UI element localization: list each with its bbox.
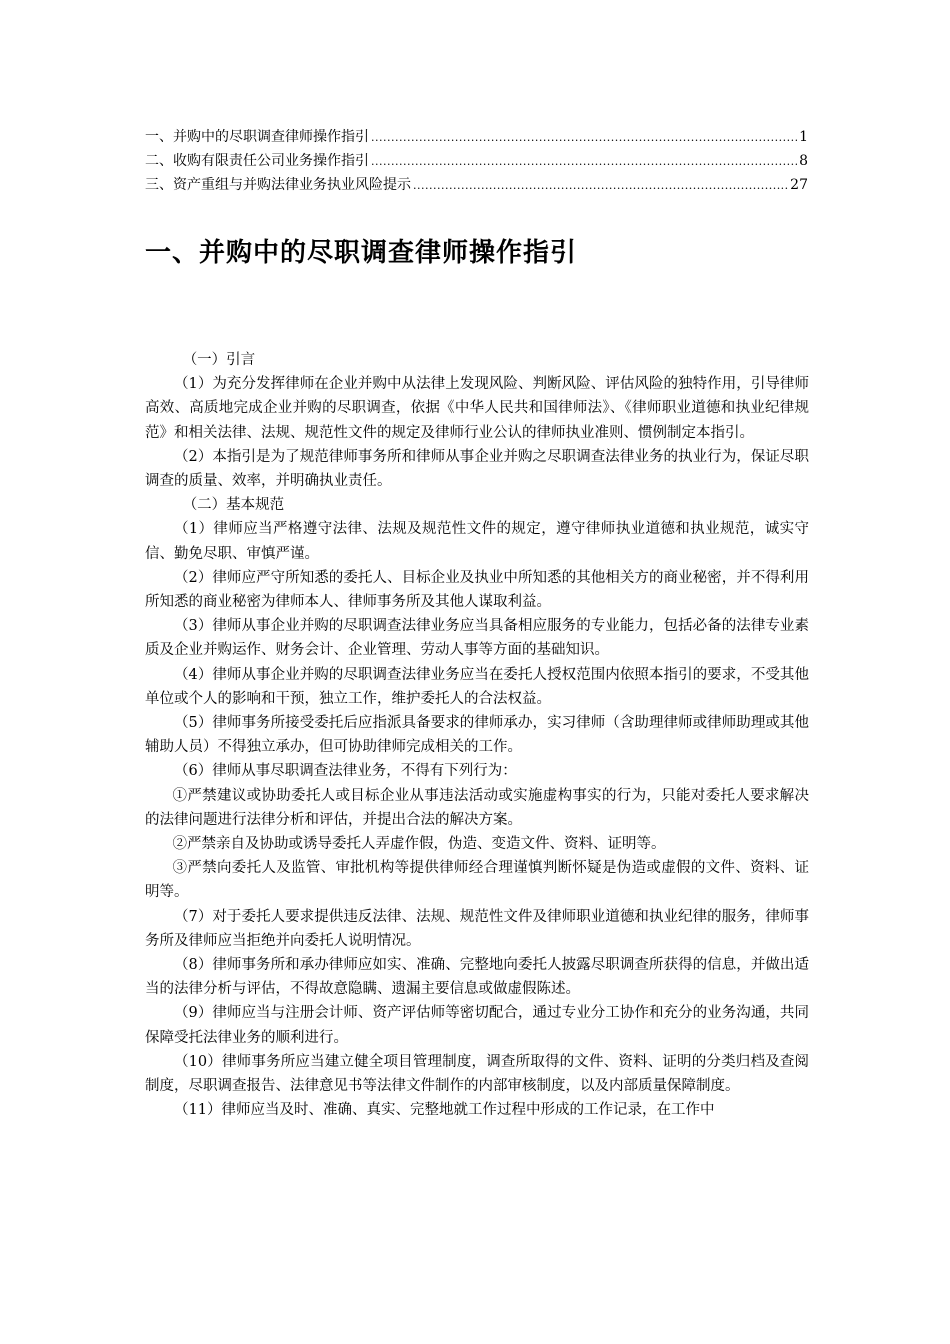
list-item: ③严禁向委托人及监管、审批机构等提供律师经合理谨慎判断怀疑是伪造或虚假的文件、资料、证明等。 [145,860,809,901]
paragraph: （10）律师事务所应当建立健全项目管理制度，调查所取得的文件、资料、证明的分类归档及查阅制度，尽职调查报告、法律意见书等法律文件制作的内部审核制度，以及内部质量保障制度。 [145,1053,809,1095]
toc-entry-page: 27 [790,177,808,193]
list-item: ①严禁建议或协助委托人或目标企业从事违法活动或实施虚构事实的行为，只能对委托人要求解决的法律问题进行法律分析和评估，并提出合法的解决方案。 [145,787,809,828]
toc-entry-title: 一、并购中的尽职调查律师操作指引 [145,129,369,145]
paragraph: （9）律师应当与注册会计师、资产评估师等密切配合，通过专业分工协作和充分的业务沟通，共同保障受托法律业务的顺利进行。 [145,1005,809,1046]
paragraph: （3）律师从事企业并购的尽职调查法律业务应当具备相应服务的专业能力，包括必备的法律专业素质及企业并购运作、财务会计、企业管理、劳动人事等方面的基础知识。 [145,618,809,659]
subsection-title: （一）引言 [182,352,256,368]
toc-leader-dots [413,174,788,198]
paragraph: （4）律师从事企业并购的尽职调查法律业务应当在委托人授权范围内依照本指引的要求，不受其他单位或个人的影响和干预，独立工作，维护委托人的合法权益。 [145,666,809,707]
toc-leader-dots [371,126,797,150]
toc-entry[interactable] [145,125,808,149]
paragraph: （6）律师从事尽职调查法律业务，不得有下列行为： [174,763,517,780]
paragraph: （5）律师事务所接受委托后应指派具备要求的律师承办，实习律师（含助理律师或律师助理或其他辅助人员）不得独立承办，但可协助律师完成相关的工作。 [145,715,809,756]
toc-entry[interactable] [145,149,808,173]
toc-entry-title: 二、收购有限责任公司业务操作指引 [145,153,369,169]
toc-entry-page: 1 [799,129,808,145]
paragraph: （2）律师应严守所知悉的委托人、目标企业及执业中所知悉的其他相关方的商业秘密，并不得利用所知悉的商业秘密为律师本人、律师事务所及其他人谋取利益。 [145,569,809,611]
table-of-contents [145,125,808,197]
body-text [145,348,809,1123]
paragraph: （1）律师应当严格遵守法律、法规及规范性文件的规定，遵守律师执业道德和执业规范，诚实守信、勤免尽职、审慎严谨。 [145,521,809,562]
toc-leader-dots [371,150,797,174]
paragraph: （7）对于委托人要求提供违反法律、法规、规范性文件及律师职业道德和执业纪律的服务，律师事务所及律师应当拒绝并向委托人说明情况。 [145,908,809,949]
list-item: ②严禁亲自及协助或诱导委托人弄虚作假，伪造、变造文件、资料、证明等。 [172,836,666,853]
toc-entry-title: 三、资产重组与并购法律业务执业风险提示 [145,177,411,193]
toc-entry-page: 8 [799,153,808,169]
toc-entry[interactable] [145,173,808,197]
paragraph: （1）为充分发挥律师在企业并购中从法律上发现风险、判断风险、评估风险的独特作用，引导律师高效、高质地完成企业并购的尽职调查，依据《中华人民共和国律师法》、《律师职业道德和执业纪律规范》和相关法律、法规、规范性文件的规定及律师行业公认的律师执业准则、惯例制定本指引。 [145,376,809,441]
paragraph: （8）律师事务所和承办律师应如实、准确、完整地向委托人披露尽职调查所获得的信息，并做出适当的法律分析与评估，不得故意隐瞒、遗漏主要信息或做虚假陈述。 [145,957,809,998]
section-heading: 一、并购中的尽职调查律师操作指引 [145,238,578,268]
paragraph: （11）律师应当及时、准确、真实、完整地就工作过程中形成的工作记录，在工作中 [174,1102,715,1119]
subsection-title: （二）基本规范 [182,497,285,514]
paragraph: （2）本指引是为了规范律师事务所和律师从事企业并购之尽职调查法律业务的执业行为，保证尽职调查的质量、效率，并明确执业责任。 [145,448,809,490]
